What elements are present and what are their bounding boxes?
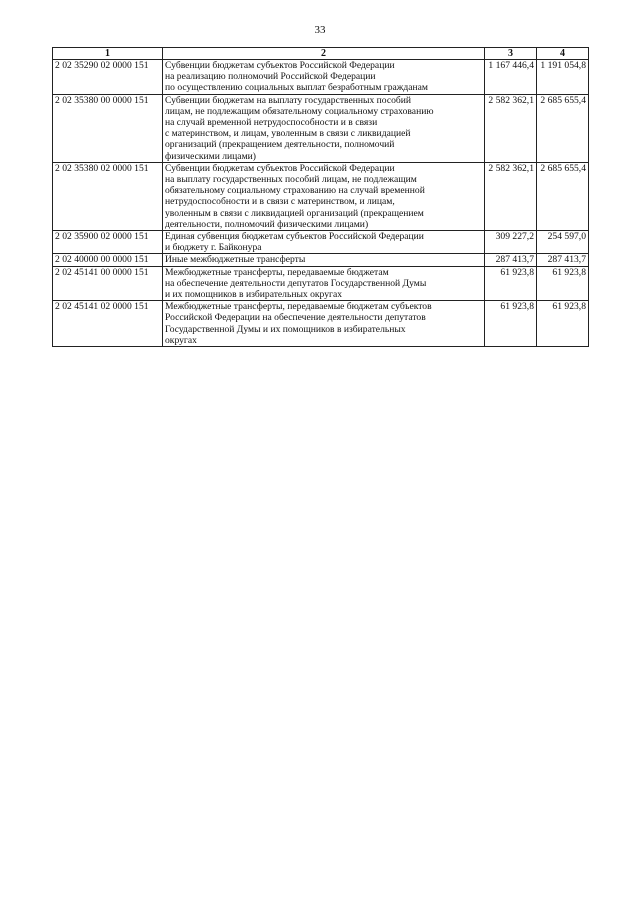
row-code: 2 02 35290 02 0000 151 bbox=[53, 60, 163, 95]
row-code: 2 02 35380 02 0000 151 bbox=[53, 162, 163, 230]
row-name-line: уволенным в связи с ликвидацией организаций (прекращением bbox=[165, 207, 424, 219]
header-col-4: 4 bbox=[537, 48, 589, 60]
row-code: 2 02 35900 02 0000 151 bbox=[53, 231, 163, 254]
row-name-line: на случай временной нетрудоспособности и в связи bbox=[165, 117, 378, 129]
row-name bbox=[163, 94, 485, 162]
row-name-line: Субвенции бюджетам на выплату государственных пособий bbox=[165, 94, 412, 106]
row-name-line: деятельности, полномочий физическими лицами) bbox=[165, 218, 369, 230]
table-row bbox=[53, 301, 589, 347]
row-value-col-3: 1 167 446,4 bbox=[485, 60, 537, 95]
row-value-col-3: 309 227,2 bbox=[485, 231, 537, 254]
row-code: 2 02 45141 00 0000 151 bbox=[53, 266, 163, 301]
row-name-line: обязательному социальному страхованию на случай временной bbox=[165, 185, 425, 197]
row-name-line: на выплату государственных пособий лицам, не подлежащим bbox=[165, 174, 417, 186]
row-value-col-4: 2 685 655,4 bbox=[537, 162, 589, 230]
row-value-col-4: 1 191 054,8 bbox=[537, 60, 589, 95]
row-value-col-3: 2 582 362,1 bbox=[485, 94, 537, 162]
row-name bbox=[163, 60, 485, 95]
budget-table bbox=[52, 47, 589, 347]
table-row bbox=[53, 254, 589, 266]
row-name-line: на обеспечение деятельности депутатов Государственной Думы bbox=[165, 277, 427, 289]
header-col-2: 2 bbox=[163, 48, 485, 60]
row-name-line: Единая субвенция бюджетам субъектов Российской Федерации bbox=[165, 231, 424, 243]
table-row bbox=[53, 266, 589, 301]
row-name bbox=[163, 162, 485, 230]
row-value-col-4: 2 685 655,4 bbox=[537, 94, 589, 162]
row-name bbox=[163, 231, 485, 254]
row-value-col-4: 287 413,7 bbox=[537, 254, 589, 266]
row-name bbox=[163, 266, 485, 301]
row-name-line: организаций (прекращением деятельности, полномочий bbox=[165, 139, 395, 151]
row-name-line: по осуществлению социальных выплат безработным гражданам bbox=[165, 82, 429, 94]
row-name-line: Государственной Думы и их помощников в избирательных bbox=[165, 323, 406, 335]
row-name-line: и их помощников в избирательных округах bbox=[165, 289, 343, 301]
row-code: 2 02 35380 00 0000 151 bbox=[53, 94, 163, 162]
row-name-line: на реализацию полномочий Российской Федерации bbox=[165, 71, 376, 83]
row-name-line: Межбюджетные трансферты, передаваемые бюджетам субъектов bbox=[165, 301, 432, 313]
row-name-line: округах bbox=[165, 334, 197, 346]
row-name-line: Межбюджетные трансферты, передаваемые бюджетам bbox=[165, 266, 389, 278]
row-value-col-4: 254 597,0 bbox=[537, 231, 589, 254]
page-number: 33 bbox=[314, 24, 326, 36]
row-code: 2 02 40000 00 0000 151 bbox=[53, 254, 163, 266]
row-name-line: и бюджету г. Байконура bbox=[165, 242, 262, 254]
row-name-line: нетрудоспособности и в связи с материнством, и лицам, bbox=[165, 196, 395, 208]
row-name-line: лицам, не подлежащим обязательному социальному страхованию bbox=[165, 105, 434, 117]
row-value-col-3: 2 582 362,1 bbox=[485, 162, 537, 230]
row-name bbox=[163, 254, 485, 266]
header-row bbox=[53, 48, 589, 60]
row-name-line: Российской Федерации на обеспечение деятельности депутатов bbox=[165, 312, 426, 324]
row-value-col-4: 61 923,8 bbox=[537, 266, 589, 301]
row-name-line: с материнством, и лицам, уволенным в связи с ликвидацией bbox=[165, 128, 411, 140]
row-value-col-3: 287 413,7 bbox=[485, 254, 537, 266]
header-col-3: 3 bbox=[485, 48, 537, 60]
table-row bbox=[53, 94, 589, 162]
row-code: 2 02 45141 02 0000 151 bbox=[53, 301, 163, 347]
row-name-line: физическими лицами) bbox=[165, 150, 256, 162]
table-row bbox=[53, 162, 589, 230]
row-value-col-3: 61 923,8 bbox=[485, 301, 537, 347]
table-row bbox=[53, 231, 589, 254]
row-name-line: Иные межбюджетные трансферты bbox=[165, 254, 306, 266]
row-value-col-3: 61 923,8 bbox=[485, 266, 537, 301]
row-name-line: Субвенции бюджетам субъектов Российской Федерации bbox=[165, 60, 395, 71]
table-row bbox=[53, 60, 589, 95]
header-col-1: 1 bbox=[53, 48, 163, 60]
row-value-col-4: 61 923,8 bbox=[537, 301, 589, 347]
row-name-line: Субвенции бюджетам субъектов Российской Федерации bbox=[165, 162, 395, 174]
row-name bbox=[163, 301, 485, 347]
